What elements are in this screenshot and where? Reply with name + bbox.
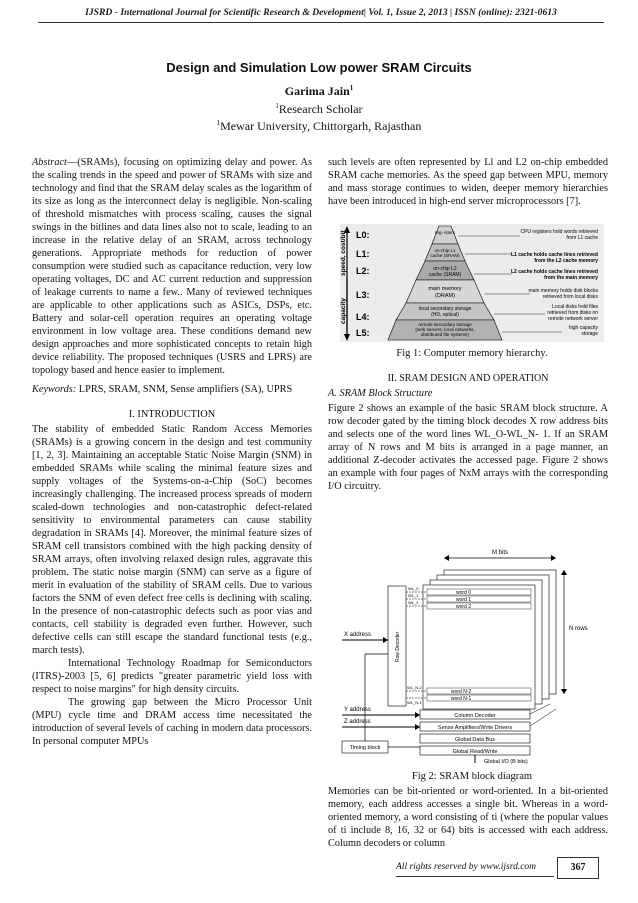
- aff1-sup: 1: [275, 102, 279, 110]
- tier-text: reg- isters: [434, 230, 456, 235]
- tier-text: remote secondary storage: [418, 322, 472, 327]
- footer-rule: [396, 876, 554, 877]
- note-text: main memory holds disk blocks: [528, 288, 598, 294]
- intro-paragraph-3: The growing gap between the Micro Processor Unit (MPU) cycle time and DRAM access time necessitated the introduction of several levels of caching in modern data processors. In personal computer MPUs: [32, 697, 312, 747]
- section-2-heading: II. SRAM DESIGN AND OPERATION: [387, 373, 549, 384]
- note-text: retrieved from disks on: [547, 310, 598, 316]
- word-label: word N-1: [451, 696, 472, 702]
- level-label: L5:: [356, 328, 370, 338]
- tier-text: (web servers, local networks,: [415, 327, 475, 332]
- aff2-text: Mewar University, Chittorgarh, Rajasthan: [220, 119, 422, 133]
- note-text: storage: [581, 331, 598, 337]
- author-name: Garima Jain: [284, 84, 350, 98]
- sram-diagram: [336, 544, 608, 766]
- figure-1-caption: Fig 1: Computer memory hierarchy.: [396, 348, 548, 359]
- level-label: L2:: [356, 266, 370, 276]
- tier-text: on-chip L1: [434, 248, 456, 253]
- global-data-bus-label: Global Data Bus: [454, 737, 496, 743]
- figure-1-memory-hierarchy: [340, 224, 604, 342]
- paper-title: Design and Simulation Low power SRAM Circuits: [166, 60, 472, 75]
- y-address-label: Y address: [344, 707, 371, 713]
- footer-rights: All rights reserved by www.ijsrd.com: [396, 862, 537, 872]
- note-text: L1 cache holds cache lines retrieved: [511, 252, 598, 258]
- row-decoder-label: Row Decoder: [395, 631, 401, 662]
- note-text: Local disks hold files: [552, 304, 598, 310]
- subsection-a-heading: A. SRAM Block Structure: [328, 388, 433, 399]
- z-address-label: Z address: [344, 719, 371, 725]
- level-label: L0:: [356, 230, 370, 240]
- note-text: from the L2 cache memory: [534, 258, 598, 264]
- word-label: word 2: [456, 604, 472, 610]
- affiliation-line-1: [0, 102, 638, 117]
- speed-axis-label: speed, cost/bit: [340, 230, 347, 276]
- author-sup: 1: [349, 84, 354, 92]
- right-paragraph-2: Figure 2 shows an example of the basic SRAM block structure. A row decoder gated by the timing block decodes X row address bits and selects one of the word lines WL_O-WL_N- 1. If an SRAM array of N rows and M bits is arranged in a page manner, an additional Z-decoder activates the accessed page. Figure 2 shows an example with four pages of NxM arrays with the corresponding I/O circuitry.: [328, 403, 608, 492]
- wl-label: WL_1: [408, 593, 419, 598]
- aff2-sup: 1: [216, 119, 221, 127]
- keywords-text: LPRS, SRAM, SNM, Sense amplifiers (SA), UPRS: [76, 384, 293, 395]
- tier-text: local secondary storage: [418, 306, 472, 312]
- journal-header: IJSRD - International Journal for Scientific Research & Development| Vol. 1, Issue 2, 2013 | ISSN (online): 2321-0613: [85, 7, 557, 18]
- left-column: [32, 156, 312, 748]
- wl-label: WL_N-2: [407, 685, 422, 690]
- column-decoder-label: Column Decoder: [454, 713, 496, 719]
- capacity-axis-label: capacity: [340, 297, 347, 324]
- word-label: word 1: [456, 597, 472, 603]
- word-label: word 0: [456, 590, 472, 596]
- note-text: remote network server: [548, 316, 598, 322]
- note-text: from L1 cache: [566, 235, 598, 241]
- word-label: word N-2: [451, 689, 472, 695]
- page-number: 367: [557, 857, 599, 879]
- n-rows-label: N rows: [569, 626, 588, 632]
- abstract-text: —(SRAMs), focusing on optimizing delay and power. As the scaling trends in the speed and power of SRAMs with size and technology and find that the SRAM delay scales as the logarithm of its size as long as the interconnect delay is negligible. Non-scaling of threshold mismatches with process scaling, causes the signal swings in the bitlines and data lines also not to scale, leading to an increase in the relative delay of an SRAM, across technology generations. Appropriate methods for reduction of power consumption were studied such as capacitance reduction, very low operating voltages, DC and AC current reduction and suppression of leakage currents to name a few.. Many of reviewed techniques are applicable to other applications such as ASICs, DSPs, etc. Battery and solar-cell operation requires an operating voltage environment in low voltage area. These conditions demand new design approaches and more sophisticated concepts to retain high device reliability. The proposed techniques (USRS and LPRS) are topology based and hence easier to implement.: [32, 157, 312, 376]
- sense-amp-label: Sense Amplifiers/Write Drivers: [437, 725, 513, 731]
- right-paragraph-3: Memories can be bit-oriented or word-oriented. In a bit-oriented memory, each address accesses a single bit. Whereas in a word-oriented memory, a word consisting of ti (where the popular values of ti include 8, 16, 32 or 64) bits is accessed with each address. Column decoders or column: [328, 786, 608, 849]
- wl-label: WL_0: [408, 586, 419, 591]
- note-text: from the main memory: [544, 275, 598, 281]
- affiliation-line-2: [0, 119, 638, 134]
- author-line: [0, 84, 638, 99]
- wl-label: WL_N-1: [407, 700, 422, 705]
- figure-2-sram-block-diagram: [336, 544, 608, 766]
- note-text: CPU registers hold words retrieved: [520, 229, 598, 235]
- intro-heading: I. INTRODUCTION: [128, 409, 216, 420]
- keywords: [32, 383, 312, 396]
- header-rule: [38, 22, 604, 23]
- tier-text: (HD, optical): [431, 312, 459, 318]
- note-text: L2 cache holds cache lines retrieved: [511, 269, 598, 275]
- level-label: L3:: [356, 290, 370, 300]
- wl-label: WL_2: [408, 600, 419, 605]
- abstract-label: Abstract: [32, 157, 67, 168]
- tier-text: on-chip L2: [433, 266, 457, 272]
- figure-2-caption: Fig 2: SRAM block diagram: [411, 771, 533, 782]
- timing-block-label: Timing block: [349, 745, 381, 751]
- level-label: L4:: [356, 312, 370, 322]
- tier-text: cache (SRAM): [428, 272, 462, 278]
- keywords-label: Keywords:: [32, 384, 77, 395]
- note-text: retrieved from local disks: [542, 294, 598, 300]
- right-paragraph-1: such levels are often represented by Ll and L2 on-chip embedded SRAM cache memories. As the speed gap between MPU, memory and mass storage continues to widen, deeper memory hierarchies have been introduced in high-end server microprocessors [7].: [328, 157, 608, 207]
- memory-pyramid: [340, 224, 604, 342]
- global-io-label: Global I/O (B bits): [484, 759, 528, 765]
- global-rw-label: Global Read/Write: [452, 749, 498, 755]
- aff1-text: Research Scholar: [278, 102, 363, 116]
- right-column-bottom: [328, 785, 608, 850]
- m-bits-label: M bits: [491, 550, 509, 556]
- tier-text: main memory: [428, 286, 462, 292]
- tier-text: (DRAM): [435, 293, 455, 299]
- intro-paragraph-1: The stability of embedded Static Random Access Memories (SRAMs) is a growing concern in the design and test community [1, 2, 3]. Maintaining an acceptable Static Noise Margin (SNM) in embedded SRAMs while scaling the minimal feature sizes and supply voltages of the Systems-on-a-Chip (SoC) becomes increasingly challenging. The increased process spreads of modern scaled-down technologies and non-catastrophic defect-related sensitivity to environmental parameters can cause stability degradation in SRAMs [4]. Moreover, the minimal feature sizes of SRAM cell transistors combined with the high packing density of SRAM arrays, often involving relaxed design rules, aggravate this problem. The static noise margin (SNM) can serve as a figure of merit in evaluation of the stability of SRAM cells. Due to various factors the SNM of even defect free cells is declining with scaling. In the presence of non-catastrophic defects such as poor vias and contacts, cell stability is degraded even further. However, such defective cells can still escape the standard functional tests (e.g., march tests).: [32, 424, 312, 656]
- tier-text: distributed file systems): [421, 332, 469, 337]
- intro-paragraph-2: International Technology Roadmap for Semiconductors (ITRS)-2003 [5, 6] predicts "greater parametric yield loss with respect to noise margins" for high density circuits.: [32, 658, 312, 695]
- abstract: [32, 156, 312, 377]
- right-column-middle: [328, 372, 608, 493]
- level-label: L1:: [356, 249, 370, 259]
- x-address-label: X address: [344, 632, 372, 638]
- right-column-top: [328, 156, 608, 208]
- note-text: high capacity: [568, 325, 598, 331]
- tier-text: cache (SRAM): [430, 253, 460, 258]
